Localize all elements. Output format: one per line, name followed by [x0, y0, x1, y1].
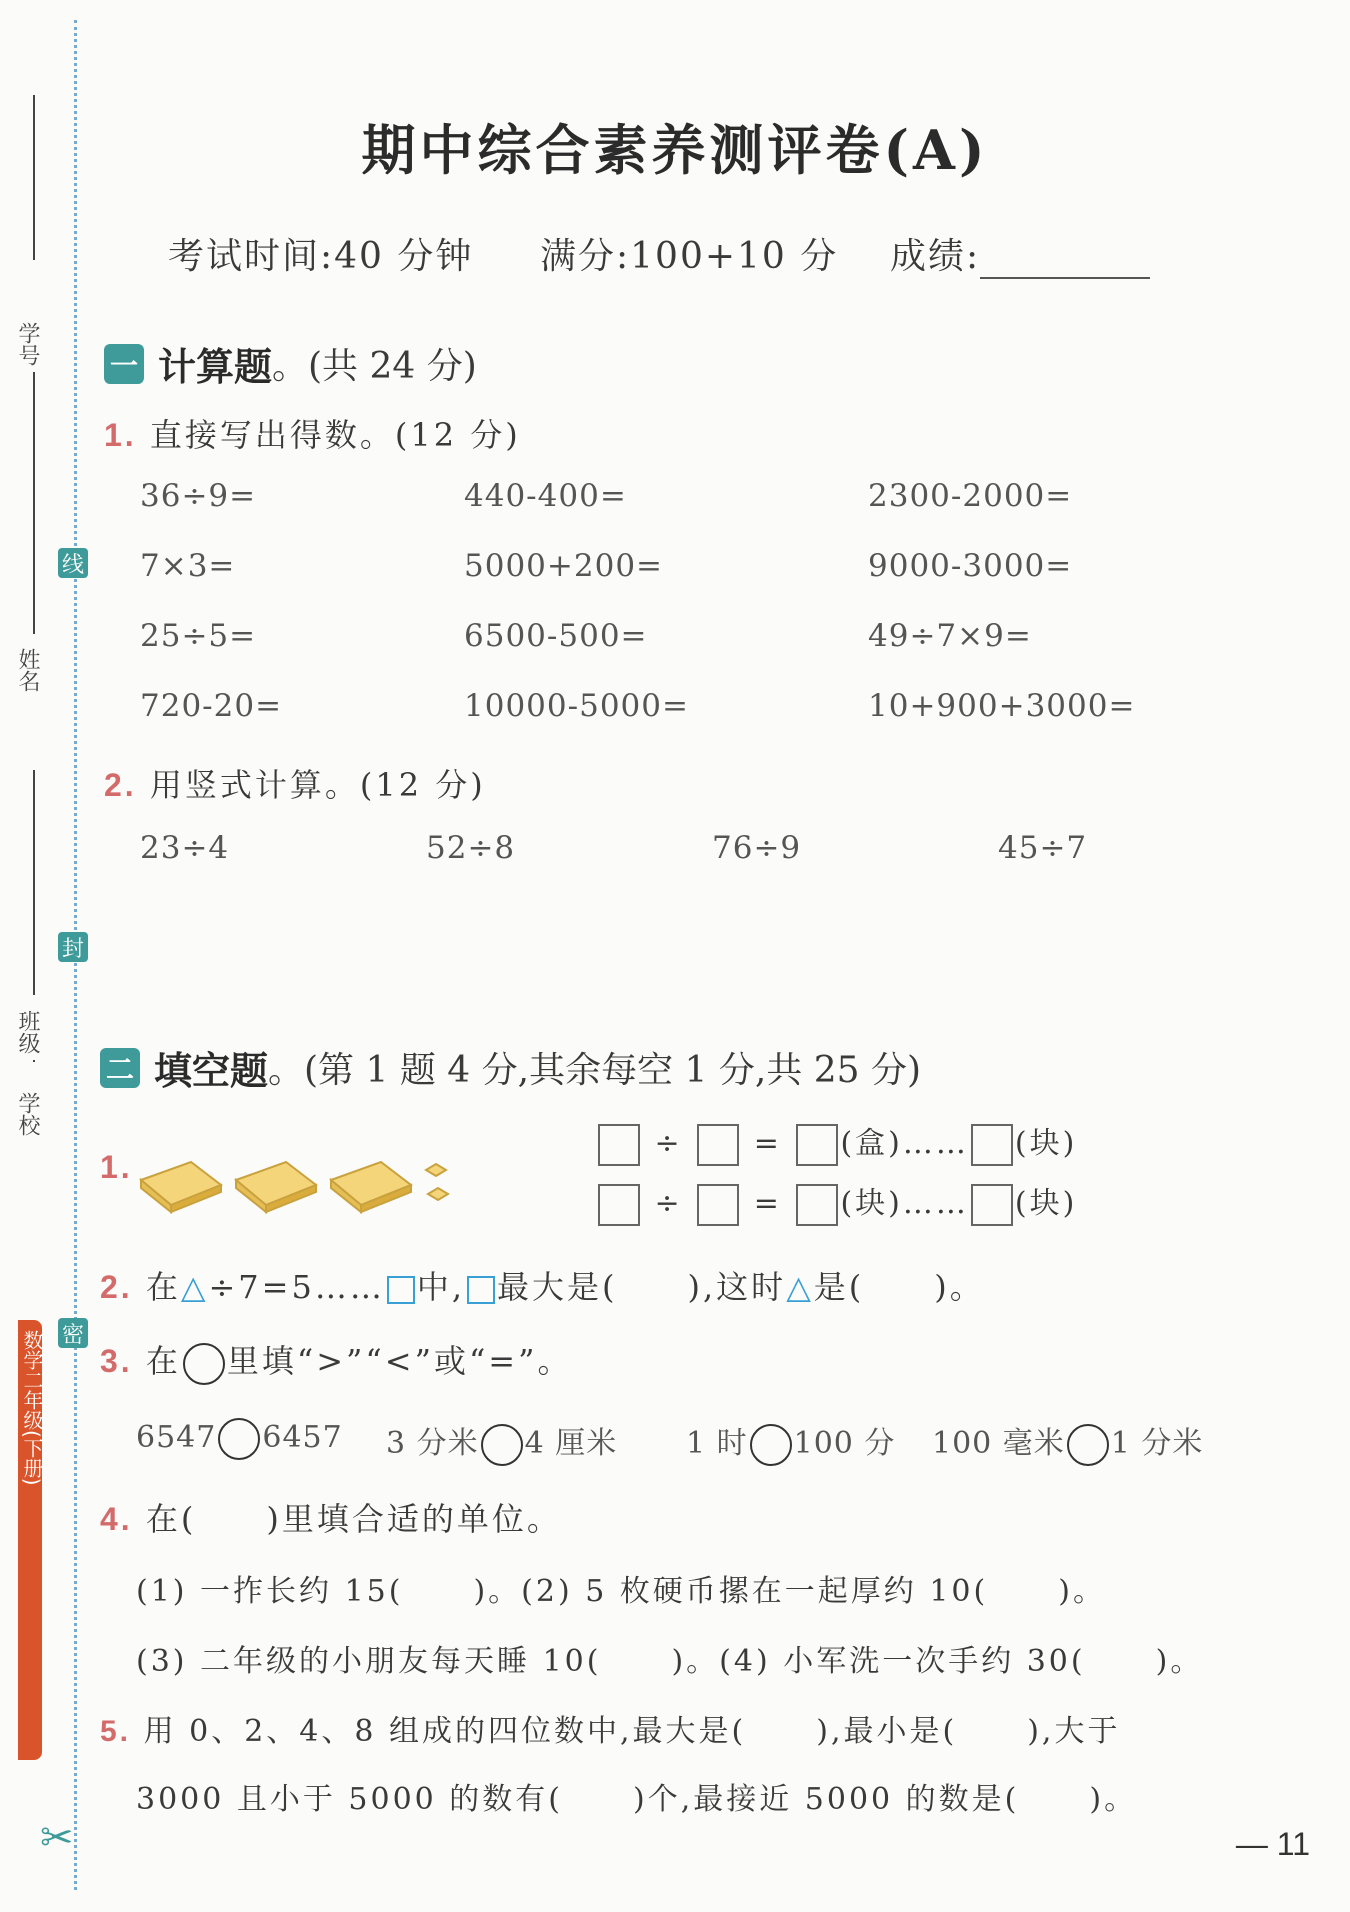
- square-icon: [467, 1276, 495, 1304]
- q-text: )。(2) 5 枚硬币摞在一起厚约 10(: [473, 1574, 989, 1609]
- s2-q1-num: [100, 1148, 133, 1186]
- s2-q1-row2: ÷ = (块)…… (块): [596, 1178, 1077, 1226]
- candy-piece-icon: [426, 1164, 448, 1200]
- candy-box-icon: [236, 1162, 316, 1212]
- compare-right: 6457: [262, 1420, 343, 1455]
- section-2-header: [100, 1040, 921, 1095]
- unit-text: (块)……: [840, 1186, 969, 1221]
- calc-item: 7×3=: [140, 548, 236, 584]
- side-underline-2: [33, 372, 35, 634]
- calc-item: 49÷7×9=: [868, 618, 1032, 654]
- compare-item: [136, 1418, 343, 1460]
- q-text: 在: [145, 1268, 181, 1306]
- section-2-name: 填空题: [154, 1049, 269, 1093]
- compare-left: 3 分米: [386, 1426, 479, 1461]
- calc-item: 720-20=: [140, 688, 283, 724]
- s2-q3-num: 3.: [100, 1343, 133, 1379]
- s1-q1: [104, 410, 521, 456]
- compare-left: 6547: [136, 1420, 217, 1455]
- square-icon: [387, 1276, 415, 1304]
- s1-q2: [104, 760, 486, 806]
- q-text: 最大是(: [497, 1268, 618, 1306]
- q-text: 3000 且小于 5000 的数有(: [136, 1782, 564, 1817]
- full-score: 满分:100+10 分: [540, 236, 839, 277]
- calc-item: 36÷9=: [140, 478, 257, 514]
- calc-item: 9000-3000=: [868, 548, 1073, 584]
- q-text: 是(: [813, 1268, 865, 1306]
- circle-icon: [183, 1343, 225, 1385]
- s2-q5-line2: [136, 1774, 1137, 1818]
- q-text: 中,: [416, 1268, 466, 1306]
- section-2-meta: 。(第 1 题 4 分,其余每空 1 分,共 25 分): [268, 1050, 922, 1091]
- calc-item: 6500-500=: [464, 618, 648, 654]
- calc-item: 5000+200=: [464, 548, 664, 584]
- compare-left: 100 毫米: [932, 1426, 1065, 1461]
- candy-box-illustration: [136, 1140, 466, 1220]
- answer-box[interactable]: [598, 1184, 640, 1226]
- candy-box-icon: [141, 1162, 221, 1212]
- page-title: 期中综合素养测评卷(A): [361, 118, 989, 182]
- unit-text: (盒)……: [840, 1126, 969, 1161]
- s1-q2-num: 2.: [104, 767, 137, 803]
- answer-box[interactable]: [697, 1184, 739, 1226]
- compare-item: [932, 1418, 1203, 1466]
- q-text: )。: [934, 1268, 985, 1306]
- answer-box[interactable]: [971, 1124, 1013, 1166]
- page-number: — 11: [1235, 1826, 1310, 1862]
- calc-item: 440-400=: [464, 478, 627, 514]
- q-text: 里填“>”“<”或“=”。: [226, 1342, 573, 1380]
- compare-left: 1 时: [686, 1426, 748, 1461]
- triangle-icon: △: [180, 1268, 209, 1306]
- s2-q4-b: [136, 1636, 1203, 1680]
- scissors-icon: ✂: [40, 1815, 74, 1861]
- triangle-icon: △: [786, 1268, 814, 1306]
- answer-box[interactable]: [697, 1124, 739, 1166]
- answer-box[interactable]: [598, 1124, 640, 1166]
- s2-q5-line1: [100, 1706, 1120, 1750]
- side-label-class: 班级: [15, 1010, 40, 1054]
- side-underline-4: [33, 1060, 35, 1062]
- s1-q2-text: 用竖式计算。(12 分): [149, 766, 486, 804]
- q-text: )。: [1089, 1782, 1138, 1817]
- section-2-badge: 二: [100, 1048, 140, 1088]
- compare-right: 1 分米: [1110, 1426, 1204, 1461]
- q-text: ),最小是(: [816, 1714, 958, 1749]
- calc-item: 10+900+3000=: [868, 688, 1136, 724]
- candy-box-icon: [331, 1162, 411, 1212]
- s2-q4-num: 4.: [100, 1501, 133, 1537]
- s2-q4: [100, 1494, 562, 1540]
- q-text: ),大于: [1027, 1714, 1121, 1749]
- side-tag-line: 线: [58, 548, 88, 578]
- section-1-name: 计算题: [158, 345, 273, 389]
- s2-q2: [100, 1262, 985, 1308]
- s1-q1-text: 直接写出得数。(12 分): [149, 416, 521, 454]
- calc-item: 10000-5000=: [464, 688, 689, 724]
- q-text: )个,最接近 5000 的数是(: [633, 1782, 1020, 1817]
- side-label-name: 姓名: [15, 648, 40, 692]
- q-text: ÷7=5……: [208, 1268, 385, 1306]
- compare-circle[interactable]: [1067, 1424, 1109, 1466]
- side-tag-secret: 密: [58, 1318, 88, 1348]
- vertical-calc-item: 23÷4: [140, 830, 230, 866]
- s2-q1-row1: ÷ = (盒)…… (块): [596, 1118, 1077, 1166]
- section-1-badge: 一: [104, 344, 144, 384]
- compare-right: 100 分: [793, 1426, 896, 1461]
- score-label: 成绩:: [890, 236, 981, 277]
- q-text: ),这时: [687, 1268, 787, 1306]
- q-text: )。: [1058, 1574, 1106, 1609]
- section-1-header: [104, 336, 477, 391]
- answer-box[interactable]: [796, 1184, 838, 1226]
- calc-item: 25÷5=: [140, 618, 257, 654]
- side-tag-seal: 封: [58, 932, 88, 962]
- s2-q1-number: 1.: [100, 1149, 133, 1185]
- answer-box[interactable]: [971, 1184, 1013, 1226]
- score-blank[interactable]: [980, 241, 1150, 279]
- answer-box[interactable]: [796, 1124, 838, 1166]
- q-text: )。: [1155, 1644, 1204, 1679]
- side-label-school: 学校: [15, 1092, 40, 1136]
- side-underline-3: [33, 770, 35, 995]
- vertical-calc-item: 76÷9: [712, 830, 802, 866]
- compare-item: [686, 1418, 895, 1466]
- score-field: [890, 228, 1150, 279]
- vertical-calc-item: 45÷7: [998, 830, 1088, 866]
- s2-q2-num: 2.: [100, 1269, 133, 1305]
- unit-text: (块): [1014, 1186, 1078, 1221]
- q-text: 在(: [145, 1500, 197, 1538]
- q-text: )里填合适的单位。: [266, 1500, 562, 1538]
- s2-q4-a: [136, 1566, 1106, 1610]
- side-book-label: 数学二年级(下册): [20, 1330, 44, 1486]
- section-1-meta: 。(共 24 分): [272, 346, 477, 387]
- compare-right: 4 厘米: [524, 1426, 618, 1461]
- compare-circle[interactable]: [481, 1424, 523, 1466]
- s2-q3: [100, 1336, 572, 1385]
- unit-text: (块): [1014, 1126, 1078, 1161]
- q-text: (3) 二年级的小朋友每天睡 10(: [136, 1644, 602, 1679]
- vertical-calc-item: 52÷8: [426, 830, 516, 866]
- s1-q1-num: 1.: [104, 417, 137, 453]
- exam-time: 考试时间:40 分钟: [168, 236, 474, 277]
- page-number-value: 11: [1276, 1826, 1310, 1862]
- compare-item: [386, 1418, 617, 1466]
- q-text: )。(4) 小军洗一次手约 30(: [671, 1644, 1086, 1679]
- s2-q5-num: 5.: [100, 1715, 132, 1748]
- side-label-id: 学号: [15, 322, 40, 366]
- q-text: 用 0、2、4、8 组成的四位数中,最大是(: [143, 1714, 747, 1749]
- compare-circle[interactable]: [750, 1424, 792, 1466]
- compare-circle[interactable]: [218, 1418, 260, 1460]
- calc-item: 2300-2000=: [868, 478, 1073, 514]
- q-text: (1) 一拃长约 15(: [136, 1574, 404, 1609]
- q-text: 在: [145, 1342, 181, 1380]
